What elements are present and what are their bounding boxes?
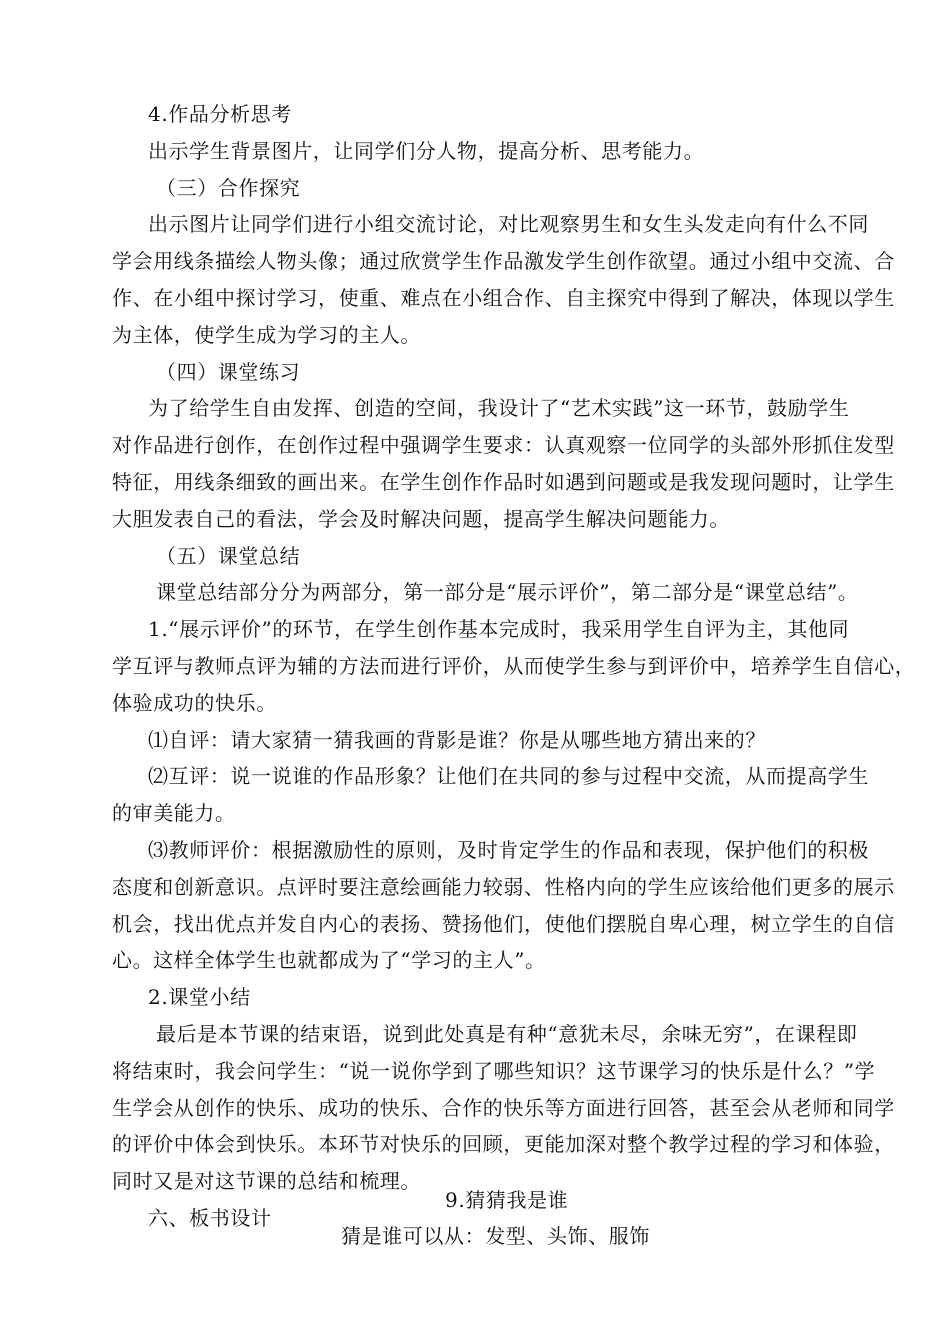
paragraph-line: 为了给学生自由发挥、创造的空间，我设计了“艺术实践”这一环节，鼓励学生 [148, 396, 850, 421]
paragraph-line: 体验成功的快乐。 [112, 690, 277, 715]
paragraph-line: 同时又是对这节课的总结和梳理。 [112, 1169, 421, 1194]
section-heading: （四）课堂练习 [156, 359, 301, 384]
paragraph-line: 对作品进行创作，在创作过程中强调学生要求：认真观察一位同学的头部外形抓住发型 [112, 433, 895, 458]
paragraph-line: 出示学生背景图片，让同学们分人物，提高分析、思考能力。 [148, 138, 705, 163]
paragraph-line: 生学会从创作的快乐、成功的快乐、合作的快乐等方面进行回答，甚至会从老师和同学 [112, 1095, 895, 1120]
paragraph-line: 出示图片让同学们进行小组交流讨论，对比观察男生和女生头发走向有什么不同 [148, 212, 869, 237]
paragraph-line: 将结束时，我会问学生：“说一说你学到了哪些知识？这节课学习的快乐是什么？”学 [112, 1058, 876, 1083]
paragraph-line: 为主体，使学生成为学习的主人。 [112, 322, 421, 347]
paragraph-line: 学会用线条描绘人物头像；通过欣赏学生作品激发学生创作欲望。通过小组中交流、合 [112, 249, 895, 274]
board-content-line: 猜是谁可以从：发型、头饰、服饰 [341, 1224, 650, 1248]
paragraph-line: ⑶教师评价：根据激励性的原则，及时肯定学生的作品和表现，保护他们的积极 [148, 837, 869, 862]
section-heading: 4.作品分析思考 [148, 102, 292, 126]
paragraph-line: 课堂总结部分分为两部分，第一部分是“展示评价”，第二部分是“课堂总结”。 [156, 580, 859, 605]
board-title: 9.猜猜我是谁 [445, 1188, 569, 1212]
paragraph-line: 的评价中体会到快乐。本环节对快乐的回顾，更能加深对整个教学过程的学习和体验， [112, 1132, 895, 1157]
paragraph-line: 学互评与教师点评为辅的方法而进行评价，从而使学生参与到评价中，培养学生自信心， [112, 653, 916, 678]
paragraph-line: 最后是本节课的结束语，说到此处真是有种“意犹未尽，余味无穷”，在课程即 [156, 1021, 858, 1046]
document-body [112, 96, 916, 1237]
section-heading: 六、板书设计 [148, 1205, 272, 1230]
section-heading: 2.课堂小结 [148, 985, 251, 1010]
paragraph-line: 心。这样全体学生也就都成为了“学习的主人”。 [112, 948, 546, 973]
paragraph-line: ⑴自评：请大家猜一猜我画的背影是谁？你是从哪些地方猜出来的？ [148, 727, 766, 752]
paragraph-line: 态度和创新意识。点评时要注意绘画能力较弱、性格内向的学生应该给他们更多的展示 [112, 874, 895, 899]
section-heading: （三）合作探究 [156, 175, 301, 200]
paragraph-line: 大胆发表自己的看法，学会及时解决问题，提高学生解决问题能力。 [112, 506, 730, 531]
paragraph-line: 的审美能力。 [112, 801, 236, 826]
paragraph-line: ⑵互评：说一说谁的作品形象？让他们在共同的参与过程中交流，从而提高学生 [148, 764, 869, 789]
paragraph-line: 机会，找出优点并发自内心的表扬、赞扬他们，使他们摆脱自卑心理，树立学生的自信 [112, 911, 895, 936]
paragraph-line: 特征，用线条细致的画出来。在学生创作作品时如遇到问题或是我发现问题时，让学生 [112, 469, 895, 494]
section-heading: （五）课堂总结 [156, 543, 301, 568]
paragraph-line: 1.“展示评价”的环节，在学生创作基本完成时，我采用学生自评为主，其他同 [148, 617, 850, 642]
paragraph-line: 作、在小组中探讨学习，使重、难点在小组合作、自主探究中得到了解决，体现以学生 [112, 285, 895, 310]
